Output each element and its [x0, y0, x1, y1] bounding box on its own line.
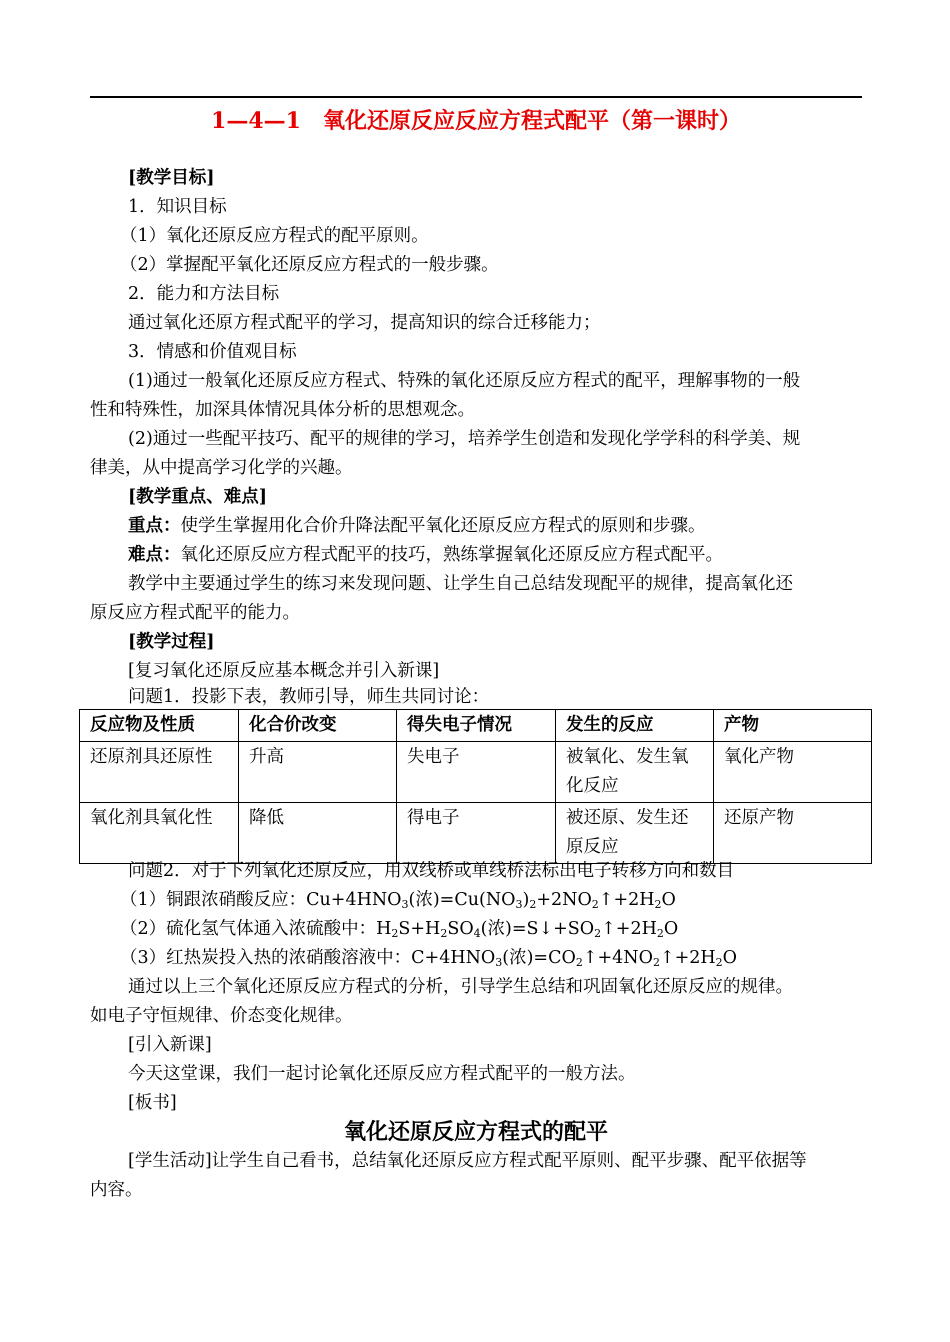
activity-line-1: [学生活动]让学生自己看书，总结氧化还原反应方程式配平原则、配平步骤、配平依据等 — [128, 1151, 807, 1171]
table-cell: 还原剂具还原性 — [80, 742, 239, 803]
board-title: 氧化还原反应方程式的配平 — [343, 1119, 608, 1145]
table-row — [80, 803, 872, 864]
emotion-item-2-line-2: 律美，从中提高学习化学的兴趣。 — [90, 458, 353, 478]
reaction-1-equation: $Cu+4HNO_3$(浓)$=Cu(NO_3)_2+2NO_2↑+2H_2O$ — [306, 890, 676, 911]
difficulty-line — [90, 541, 862, 570]
key-heading: [教学重点、难点] — [128, 487, 268, 507]
knowledge-item-2: （2）掌握配平氧化还原反应方程式的一般步骤。 — [120, 255, 499, 275]
reaction-2-equation: $H_2S+H_2SO_4$(浓)$=S↓+SO_2↑+2H_2O$ — [376, 919, 679, 940]
summary-line-2: 如电子守恒规律、价态变化规律。 — [90, 1006, 353, 1026]
reaction-1-label: （1）铜跟浓硝酸反应： — [120, 890, 307, 910]
table-cell: 升高 — [239, 742, 397, 803]
table-cell: 降低 — [239, 803, 397, 864]
table-cell: 被还原、发生还原反应 — [556, 803, 714, 864]
emotion-item-1-line-2: 性和特殊性，加深具体情况具体分析的思想观念。 — [90, 400, 475, 420]
table-header-cell: 得失电子情况 — [397, 710, 556, 742]
table-header-cell: 产物 — [714, 710, 872, 742]
page-title: 1—4—1 氧化还原反应反应方程式配平（第一课时） — [211, 108, 741, 134]
table-header-cell: 反应物及性质 — [80, 710, 239, 742]
teaching-note-line-2: 原反应方程式配平的能力。 — [90, 603, 300, 623]
reaction-2 — [90, 915, 862, 944]
emotion-item-1-line-1: (1)通过一般氧化还原反应方程式、特殊的氧化还原反应方程式的配平，理解事物的一般 — [128, 371, 801, 391]
table-cell: 得电子 — [397, 803, 556, 864]
table-header-cell: 发生的反应 — [556, 710, 714, 742]
difficulty-text: 氧化还原反应方程式配平的技巧，熟练掌握氧化还原反应方程式配平。 — [180, 545, 723, 565]
reaction-3 — [90, 944, 862, 973]
table-cell: 失电子 — [397, 742, 556, 803]
table-header-row — [80, 710, 872, 742]
question-2: 问题2．对于下列氧化还原反应，用双线桥或单线桥法标出电子转移方向和数目 — [128, 861, 735, 881]
table-cell: 氧化产物 — [714, 742, 872, 803]
reaction-2-label: （2）硫化氢气体通入浓硫酸中： — [120, 919, 377, 939]
table-cell: 氧化剂具氧化性 — [80, 803, 239, 864]
teaching-note-line-1: 教学中主要通过学生的练习来发现问题、让学生自己总结发现配平的规律，提高氧化还 — [128, 574, 793, 594]
redox-table — [79, 709, 872, 864]
table-header-cell: 化合价改变 — [239, 710, 397, 742]
knowledge-title: 1．知识目标 — [128, 197, 227, 217]
objectives-heading: [教学目标] — [128, 168, 215, 188]
focus-text: 使学生掌握用化合价升降法配平氧化还原反应方程式的原则和步骤。 — [180, 516, 706, 536]
ability-item-1: 通过氧化还原方程式配平的学习，提高知识的综合迁移能力； — [128, 313, 601, 333]
ability-title: 2．能力和方法目标 — [128, 284, 280, 304]
review-line: [复习氧化还原反应基本概念并引入新课] — [128, 661, 440, 681]
activity-line-2: 内容。 — [90, 1180, 143, 1200]
today-line: 今天这堂课，我们一起讨论氧化还原反应方程式配平的一般方法。 — [128, 1064, 636, 1084]
focus-line — [90, 512, 862, 541]
reaction-1 — [90, 886, 862, 915]
intro-label: [引入新课] — [128, 1035, 212, 1055]
table-row — [80, 742, 872, 803]
table-cell: 还原产物 — [714, 803, 872, 864]
board-label: [板书] — [128, 1093, 177, 1113]
reaction-3-label: （3）红热炭投入热的浓硝酸溶液中： — [120, 948, 412, 968]
summary-line-1: 通过以上三个氧化还原反应方程式的分析，引导学生总结和巩固氧化还原反应的规律。 — [128, 977, 793, 997]
emotion-item-2-line-1: (2)通过一些配平技巧、配平的规律的学习，培养学生创造和发现化学学科的科学美、规 — [128, 429, 801, 449]
process-heading: [教学过程] — [128, 632, 215, 652]
header-rule — [90, 96, 862, 98]
emotion-title: 3．情感和价值观目标 — [128, 342, 297, 362]
difficulty-label: 难点： — [128, 545, 181, 565]
table-cell: 被氧化、发生氧化反应 — [556, 742, 714, 803]
reaction-3-equation: $C+4HNO_3$(浓)$=CO_2↑+4NO_2↑+2H_2O$ — [411, 948, 738, 969]
knowledge-item-1: （1）氧化还原反应方程式的配平原则。 — [120, 226, 429, 246]
question-1: 问题1．投影下表，教师引导，师生共同讨论： — [128, 687, 490, 707]
focus-label: 重点： — [128, 516, 181, 536]
